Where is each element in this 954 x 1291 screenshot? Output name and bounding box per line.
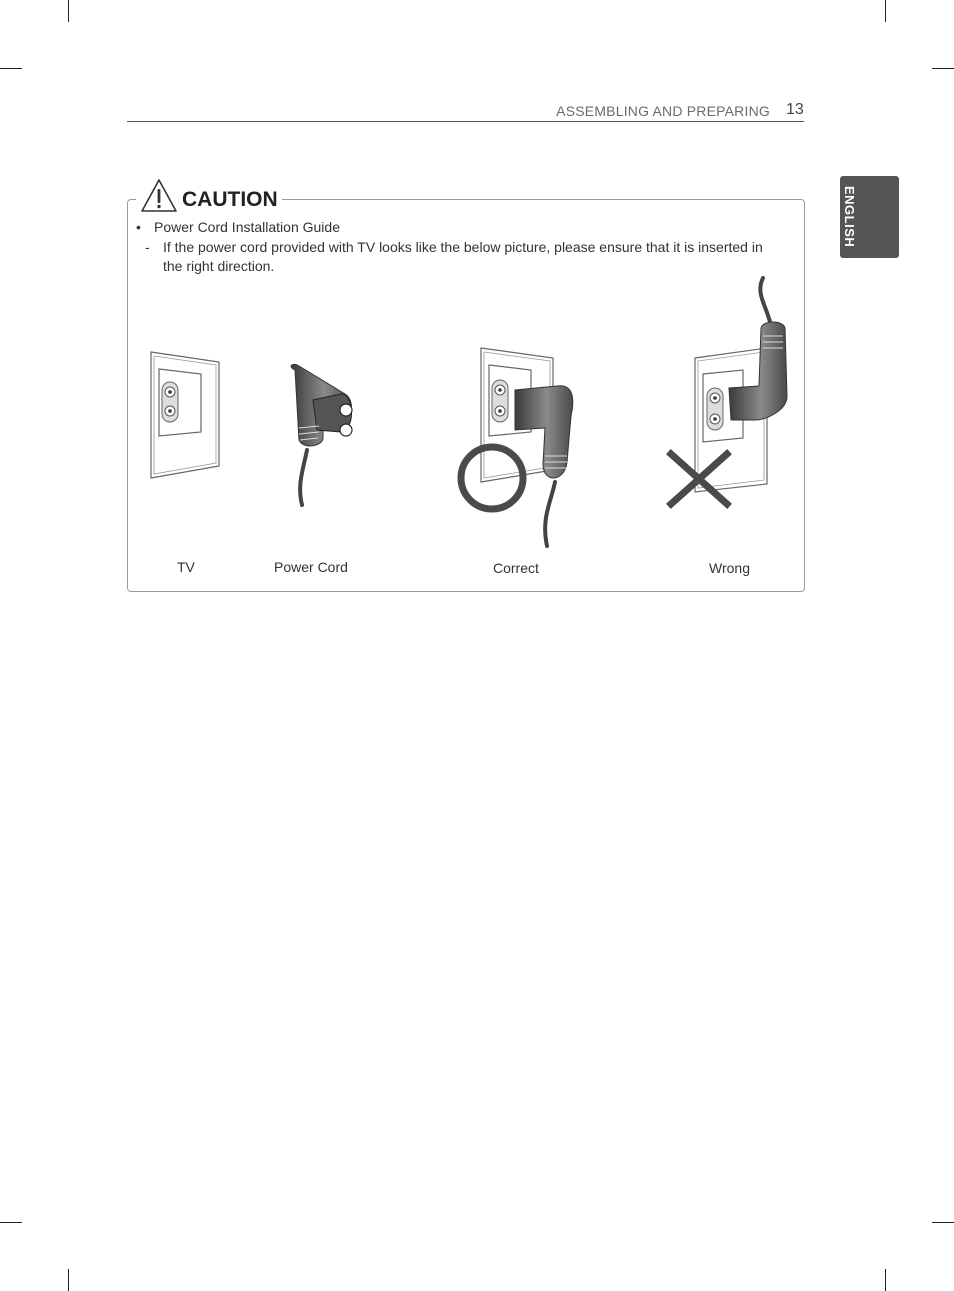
crop-mark: [68, 1269, 69, 1291]
figure-label-correct: Correct: [493, 560, 539, 576]
crop-mark: [68, 0, 69, 22]
bullet-item: [136, 219, 340, 235]
page-number: 13: [786, 101, 804, 118]
illustrations: [127, 270, 803, 560]
crop-mark: [932, 68, 954, 69]
correct-illustration: [461, 348, 573, 546]
header-divider: [127, 121, 804, 122]
caution-heading: [136, 174, 282, 214]
bullet-icon: •: [136, 219, 141, 235]
section-title: ASSEMBLING AND PREPARING: [556, 103, 770, 119]
wrong-illustration: [671, 278, 787, 504]
language-tab: [840, 176, 899, 258]
crop-mark: [885, 0, 886, 22]
crop-mark: [932, 1222, 954, 1223]
figure-label-power-cord: Power Cord: [274, 559, 348, 575]
dash-icon: -: [145, 239, 150, 255]
instruction-text: If the power cord provided with TV looks like the below picture, please ensure that it is inserted in the right direction.: [163, 239, 763, 274]
crop-mark: [885, 1269, 886, 1291]
tv-socket-illustration: [151, 352, 219, 478]
language-tab-label: ENGLISH: [842, 186, 857, 248]
figure-label-wrong: Wrong: [709, 560, 750, 576]
crop-mark: [0, 68, 22, 69]
bullet-text: Power Cord Installation Guide: [154, 219, 340, 235]
crop-mark: [0, 1222, 22, 1223]
figure-label-tv: TV: [177, 559, 195, 575]
warning-triangle-icon: [140, 178, 178, 214]
caution-title: CAUTION: [182, 188, 278, 211]
power-cord-illustration: [291, 364, 352, 505]
